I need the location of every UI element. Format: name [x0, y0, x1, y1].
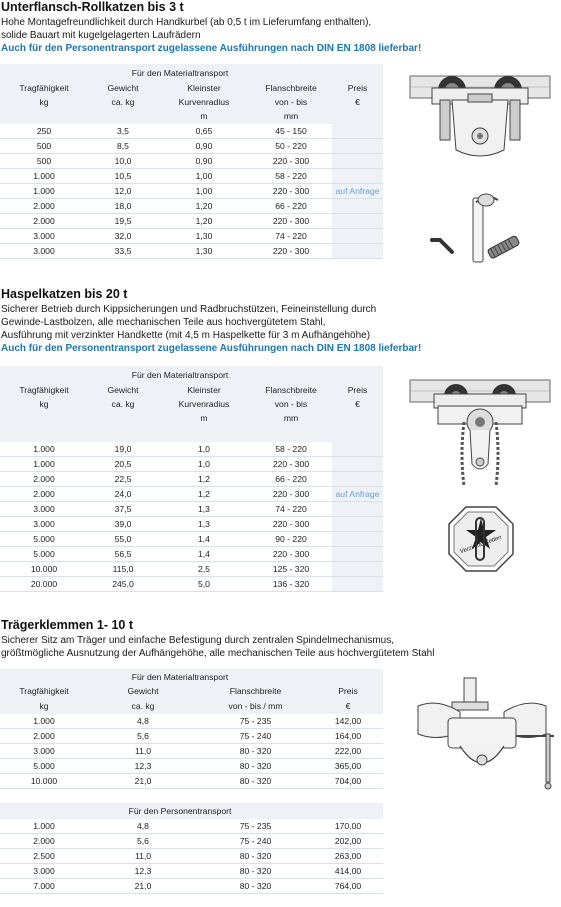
table-cell: 74 - 220 — [275, 231, 307, 241]
header-preis: Preis — [338, 686, 358, 696]
table-cell: 1,0 — [198, 459, 210, 469]
header-preis: Preis — [347, 83, 368, 93]
table-cell: 19,0 — [114, 444, 132, 454]
table-cell: 20,5 — [114, 459, 132, 469]
table-row — [0, 154, 383, 169]
price-cell — [332, 502, 383, 516]
header-flanschbreite: Flanschbreite — [229, 686, 282, 696]
table-cell: 0,90 — [195, 141, 213, 151]
table-row — [0, 714, 383, 729]
price-cell — [332, 577, 383, 591]
table-cell: 1.000 — [33, 444, 55, 454]
table-cell: 2.000 — [33, 474, 55, 484]
description-line: Gewinde-Lastbolzen, alle mechanischen Teile aus hochvergütetem Stahl, — [1, 317, 326, 328]
table-cell: 1.000 — [33, 459, 55, 469]
header-flanschbreite-unit: mm — [283, 111, 299, 121]
table-cell: 500 — [36, 156, 52, 166]
table-cell: 3.000 — [33, 746, 55, 756]
table-cell: 10.000 — [30, 564, 58, 574]
table-body — [0, 442, 383, 592]
table-cell: 1,4 — [198, 534, 210, 544]
table-cell: 21,0 — [134, 776, 152, 786]
table-cell: 0,65 — [195, 126, 213, 136]
table-cell: 1,3 — [198, 504, 210, 514]
price-cell: auf Anfrage — [332, 184, 383, 198]
table-cell: 0,90 — [195, 156, 213, 166]
personentransport-note: Auch für den Personentransport zugelassene Ausführungen nach DIN EN 1808 lieferbar! — [1, 43, 422, 54]
table-cell: 19,5 — [114, 216, 132, 226]
table-cell: 1,3 — [198, 519, 210, 529]
table-cell: 1,00 — [195, 171, 213, 181]
table-cell: 33,5 — [114, 246, 132, 256]
table-cell: 32,0 — [114, 231, 132, 241]
table-cell: 10,0 — [114, 156, 132, 166]
table-row — [0, 577, 383, 592]
table-body-personentransport — [0, 819, 383, 894]
description-line: Ausführung mit verzinkter Handkette (mit 4,5 m Haspelkette für 3 m Aufhängehöhe) — [1, 330, 371, 341]
table-cell: 50 - 220 — [275, 141, 307, 151]
table-cell: 2.000 — [33, 216, 55, 226]
table-cell: 1.000 — [33, 716, 55, 726]
table-cell: 80 - 320 — [239, 851, 272, 861]
table-row — [0, 442, 383, 457]
table-haspelkatzen — [0, 366, 383, 592]
header-tragfaehigkeit-unit: kg — [39, 399, 49, 409]
table-row — [0, 457, 383, 472]
price-cell — [332, 442, 383, 456]
table-cell: 58 - 220 — [275, 444, 307, 454]
table-cell: 3.000 — [33, 504, 55, 514]
table-cell: 1,20 — [195, 201, 213, 211]
table-cell: 5.000 — [33, 761, 55, 771]
table-row — [0, 849, 383, 864]
header-preis-unit: € — [345, 701, 351, 711]
table-cell: 5,6 — [137, 731, 149, 741]
header-gewicht: Gewicht — [127, 686, 159, 696]
table-cell: 10,5 — [114, 171, 132, 181]
table-cell: 80 - 320 — [239, 746, 272, 756]
table-row — [0, 864, 383, 879]
header-kurvenradius-sub: Kurvenradius — [178, 399, 230, 409]
table-row — [0, 547, 383, 562]
table-cell: 1.000 — [33, 171, 55, 181]
price-cell — [332, 457, 383, 471]
header-tragfaehigkeit-unit: kg — [39, 701, 49, 711]
table-header — [0, 669, 383, 714]
header-gewicht-unit: ca. kg — [111, 97, 135, 107]
table-group-header: Für den Personentransport — [128, 806, 232, 816]
header-tragfaehigkeit: Tragfähigkeit — [19, 385, 69, 395]
table-cell: 2,5 — [198, 564, 210, 574]
personentransport-note: Auch für den Personentransport zugelassene Ausführungen nach DIN EN 1808 lieferbar! — [1, 343, 422, 354]
header-flanschbreite: Flanschbreite — [265, 385, 317, 395]
table-cell: 365,00 — [334, 761, 362, 771]
header-flanschbreite: Flanschbreite — [265, 83, 317, 93]
table-row — [0, 487, 383, 502]
description-line: Sicherer Sitz am Träger und einfache Befestigung durch zentralen Spindelmechanismus, — [1, 635, 394, 646]
table-cell: 66 - 220 — [275, 474, 307, 484]
table-body — [0, 124, 383, 259]
table-cell: 1,00 — [195, 186, 213, 196]
header-flanschbreite-sub: von - bis — [274, 399, 308, 409]
table-cell: 37,5 — [114, 504, 132, 514]
section-title: Trägerklemmen 1- 10 t — [1, 618, 134, 632]
table-cell: 5.000 — [33, 534, 55, 544]
header-tragfaehigkeit: Tragfähigkeit — [19, 686, 69, 696]
table-cell: 20.000 — [30, 579, 58, 589]
table-cell: 220 - 300 — [272, 549, 310, 559]
table-cell: 2.000 — [33, 731, 55, 741]
table-row — [0, 502, 383, 517]
price-cell — [332, 199, 383, 213]
table-cell: 164,00 — [334, 731, 362, 741]
table-cell: 55,0 — [114, 534, 132, 544]
table-cell: 220 - 300 — [272, 156, 310, 166]
table-cell: 45 - 150 — [275, 126, 307, 136]
price-cell — [332, 532, 383, 546]
table-cell: 4,8 — [137, 821, 149, 831]
table-cell: 8,5 — [117, 141, 129, 151]
table-cell: 22,5 — [114, 474, 132, 484]
table-cell: 7.000 — [33, 881, 55, 891]
header-kurvenradius-unit: m — [200, 111, 208, 121]
table-body — [0, 714, 383, 789]
table-row — [0, 244, 383, 259]
table-cell: 4,8 — [137, 716, 149, 726]
table-cell: 11,0 — [134, 746, 152, 756]
table-cell: 75 - 235 — [239, 716, 272, 726]
table-cell: 56,5 — [114, 549, 132, 559]
table-cell: 80 - 320 — [239, 761, 272, 771]
table-cell: 11,0 — [134, 851, 152, 861]
header-gewicht: Gewicht — [107, 83, 139, 93]
table-cell: 170,00 — [334, 821, 362, 831]
haspelkatze-image — [404, 374, 556, 490]
table-traegerklemmen — [0, 669, 383, 894]
header-preis: Preis — [347, 385, 368, 395]
table-cell: 5.000 — [33, 549, 55, 559]
table-cell: 245,0 — [112, 579, 134, 589]
table-cell: 220 - 300 — [272, 459, 310, 469]
table-cell: 5,0 — [198, 579, 210, 589]
table-cell: 3.000 — [33, 231, 55, 241]
table-cell: 125 - 320 — [272, 564, 310, 574]
table-cell: 80 - 320 — [239, 866, 272, 876]
table-row — [0, 214, 383, 229]
price-cell — [332, 472, 383, 486]
table-cell: 3.000 — [33, 246, 55, 256]
table-cell: 75 - 240 — [239, 836, 272, 846]
table-cell: 39,0 — [114, 519, 132, 529]
price-cell: auf Anfrage — [332, 487, 383, 501]
table-row — [0, 774, 383, 789]
table-cell: 220 - 300 — [272, 519, 310, 529]
price-cell — [332, 517, 383, 531]
table-cell: 90 - 220 — [275, 534, 307, 544]
rollkatze-image — [404, 70, 556, 170]
table-row — [0, 124, 383, 139]
header-tragfaehigkeit-unit: kg — [39, 97, 49, 107]
header-flanschbreite-unit: von - bis / mm — [228, 701, 283, 711]
table-cell: 704,00 — [334, 776, 362, 786]
header-gewicht-unit: ca. kg — [131, 701, 155, 711]
table-cell: 764,00 — [334, 881, 362, 891]
table-row — [0, 819, 383, 834]
price-cell — [332, 562, 383, 576]
table-cell: 75 - 235 — [239, 821, 272, 831]
badge-label: Verzinkte Ketten — [459, 534, 503, 556]
description-line: größtmögliche Ausnutzung der Aufhängehöhe, alle mechanischen Teile aus hochvergütetem Stahl — [1, 648, 435, 659]
table-row — [0, 517, 383, 532]
table-cell: 1,0 — [198, 444, 210, 454]
description-line: solide Bauart mit kugelgelagerten Laufrädern — [1, 30, 201, 41]
header-gewicht-unit: ca. kg — [111, 399, 135, 409]
table-cell: 250 — [36, 126, 52, 136]
header-kurvenradius: Kleinster — [187, 385, 221, 395]
table-cell: 2.000 — [33, 489, 55, 499]
table-cell: 10.000 — [30, 776, 58, 786]
table-row — [0, 744, 383, 759]
table-cell: 220 - 300 — [272, 489, 310, 499]
table-cell: 12,0 — [114, 186, 132, 196]
table-row — [0, 834, 383, 849]
table-header-personentransport — [0, 803, 383, 819]
section-title: Haspelkatzen bis 20 t — [1, 287, 128, 301]
header-flanschbreite-unit: mm — [283, 413, 299, 423]
table-cell: 500 — [36, 141, 52, 151]
price-cell — [332, 139, 383, 153]
table-row — [0, 472, 383, 487]
table-cell: 263,00 — [334, 851, 362, 861]
table-cell: 1,30 — [195, 246, 213, 256]
table-cell: 12,3 — [134, 761, 152, 771]
table-cell: 3,5 — [117, 126, 129, 136]
header-kurvenradius-unit: m — [200, 413, 208, 423]
table-cell: 220 - 300 — [272, 216, 310, 226]
table-header — [0, 64, 383, 124]
table-row — [0, 169, 383, 184]
table-cell: 1,2 — [198, 474, 210, 484]
table-cell: 220 - 300 — [272, 246, 310, 256]
table-cell: 1,2 — [198, 489, 210, 499]
header-tragfaehigkeit: Tragfähigkeit — [19, 83, 69, 93]
table-cell: 115,0 — [112, 564, 134, 574]
table-cell: 18,0 — [114, 201, 132, 211]
header-preis-unit: € — [355, 399, 360, 409]
price-cell — [332, 547, 383, 561]
table-cell: 12,3 — [134, 866, 152, 876]
price-cell — [332, 229, 383, 243]
table-cell: 2.500 — [33, 851, 55, 861]
table-row — [0, 532, 383, 547]
description-line: Sicherer Betrieb durch Kippsicherungen und Radbruchstützen, Feineinstellung durch — [1, 304, 377, 315]
table-cell: 80 - 320 — [239, 776, 272, 786]
table-group-header: Für den Materialtransport — [131, 370, 229, 380]
table-cell: 1.000 — [33, 186, 55, 196]
price-cell — [332, 214, 383, 228]
table-cell: 136 - 320 — [272, 579, 310, 589]
table-cell: 74 - 220 — [275, 504, 307, 514]
table-cell: 58 - 220 — [275, 171, 307, 181]
price-cell — [332, 124, 383, 138]
table-row — [0, 184, 383, 199]
table-cell: 24,0 — [114, 489, 132, 499]
header-gewicht: Gewicht — [107, 385, 139, 395]
table-row — [0, 759, 383, 774]
table-header — [0, 366, 383, 442]
header-kurvenradius: Kleinster — [187, 83, 221, 93]
table-cell: 66 - 220 — [275, 201, 307, 211]
price-cell — [332, 169, 383, 183]
traegerklemme-image — [408, 676, 558, 798]
table-group-header: Für den Materialtransport — [131, 672, 229, 682]
table-unterflansch-rollkatzen — [0, 64, 383, 259]
table-row — [0, 879, 383, 894]
table-cell: 21,0 — [134, 881, 152, 891]
table-cell: 1,20 — [195, 216, 213, 226]
price-cell — [332, 154, 383, 168]
table-cell: 222,00 — [334, 746, 362, 756]
table-cell: 202,00 — [334, 836, 362, 846]
table-cell: 1,30 — [195, 231, 213, 241]
verzinkte-ketten-badge — [446, 504, 516, 574]
price-cell — [332, 244, 383, 258]
table-cell: 5,6 — [137, 836, 149, 846]
table-cell: 1,4 — [198, 549, 210, 559]
table-cell: 1.000 — [33, 821, 55, 831]
table-cell: 220 - 300 — [272, 186, 310, 196]
table-cell: 80 - 320 — [239, 881, 272, 891]
table-cell: 2.000 — [33, 836, 55, 846]
table-row — [0, 229, 383, 244]
table-row — [0, 729, 383, 744]
header-kurvenradius-sub: Kurvenradius — [178, 97, 230, 107]
header-preis-unit: € — [355, 97, 360, 107]
handkurbel-image — [426, 188, 526, 270]
table-row — [0, 562, 383, 577]
table-cell: 2.000 — [33, 201, 55, 211]
table-cell: 142,00 — [334, 716, 362, 726]
header-flanschbreite-sub: von - bis — [274, 97, 308, 107]
table-row — [0, 139, 383, 154]
section-title: Unterflansch-Rollkatzen bis 3 t — [1, 0, 184, 14]
table-cell: 3.000 — [33, 866, 55, 876]
table-cell: 75 - 240 — [239, 731, 272, 741]
table-row — [0, 199, 383, 214]
table-group-header: Für den Materialtransport — [131, 68, 229, 78]
table-cell: 414,00 — [334, 866, 362, 876]
table-cell: 3.000 — [33, 519, 55, 529]
description-line: Hohe Montagefreundlichkeit durch Handkurbel (ab 0,5 t im Lieferumfang enthalten), — [1, 17, 372, 28]
